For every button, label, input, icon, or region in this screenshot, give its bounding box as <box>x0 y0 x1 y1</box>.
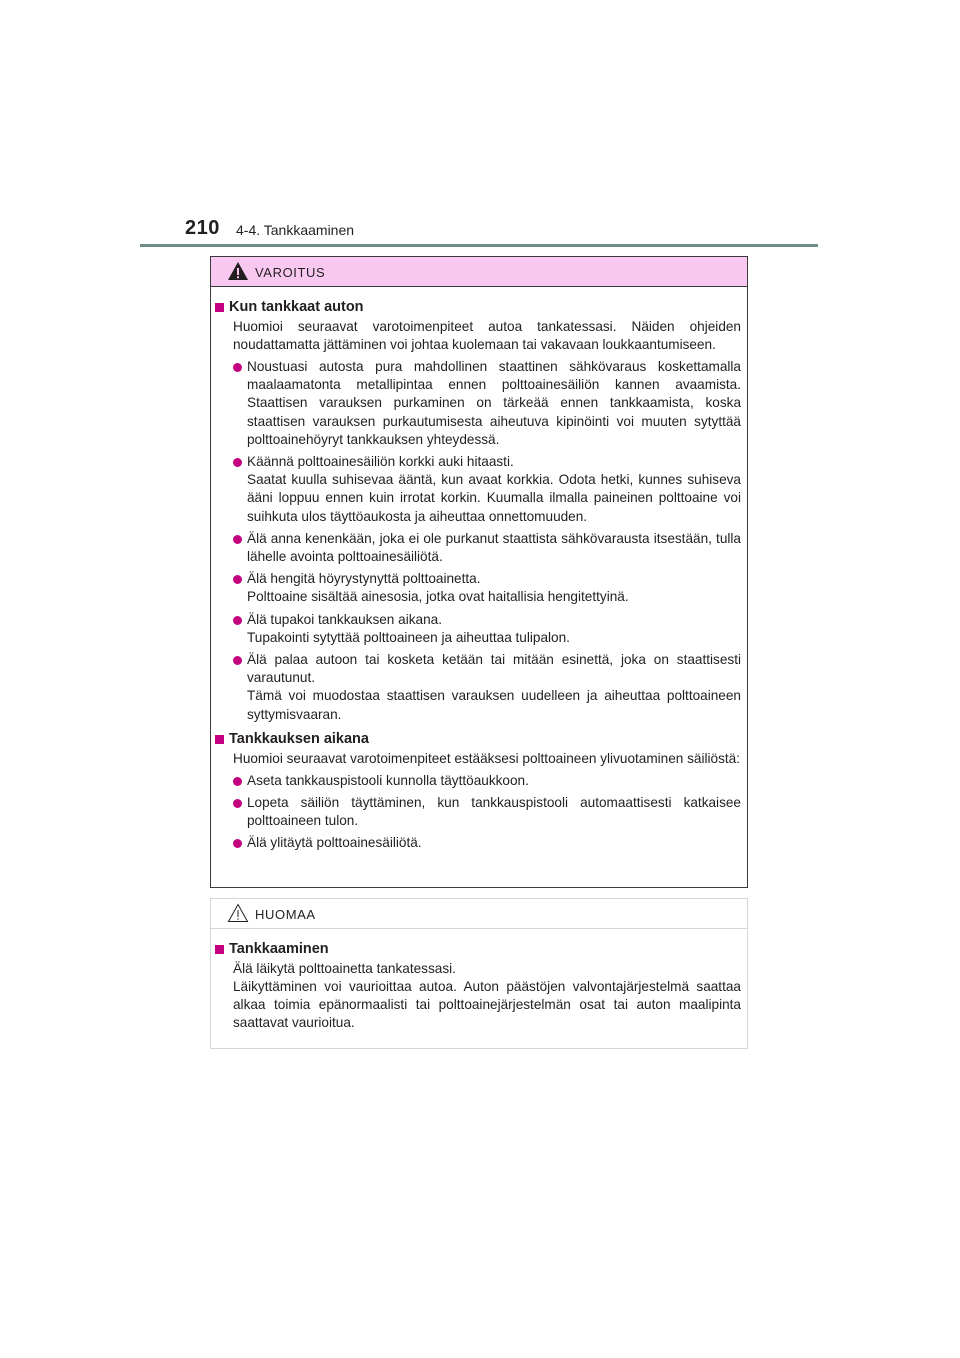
round-bullet-icon <box>233 458 242 467</box>
notice-line: Älä läikytä polttoainetta tankatessasi. <box>233 961 456 976</box>
section-intro: Huomioi seuraavat varotoimenpiteet estääksesi polttoaineen ylivuotaminen säiliöstä: <box>233 750 741 766</box>
bullet-text: Noustuasi autosta pura mahdollinen staattinen sähkövaraus koskettamalla maalaamatonta metallipintaa ennen polttoainesäiliön kannen avaamista. Staattisen varauksen purkaminen on tärkeää ennen tankkaamista, koska staattisen varauksen purkautumisesta aiheutuva kipinöinti voi muuten sytyttää polttoainehöyryt tankkauksen yhteydessä. <box>247 359 741 447</box>
list-item <box>215 570 741 606</box>
section-title: 4-4. Tankkaaminen <box>236 222 355 238</box>
round-bullet-icon <box>233 575 242 584</box>
round-bullet-icon <box>233 535 242 544</box>
round-bullet-icon <box>233 777 242 786</box>
square-bullet-icon <box>215 735 224 744</box>
list-item <box>215 772 741 790</box>
warning-body <box>211 287 747 853</box>
header-rule <box>140 244 818 247</box>
section-title-text: Tankkaaminen <box>229 941 329 957</box>
notice-body <box>211 929 747 1032</box>
section-title-text: Kun tankkaat auton <box>229 299 364 315</box>
section-heading <box>215 298 741 317</box>
bullet-text: Älä tupakoi tankkauksen aikana. <box>247 611 442 627</box>
list-item <box>215 530 741 566</box>
list-item <box>215 794 741 830</box>
list-item <box>215 358 741 449</box>
bullet-text: Aseta tankkauspistooli kunnolla täyttöaukkoon. <box>247 772 529 788</box>
round-bullet-icon <box>233 799 242 808</box>
round-bullet-icon <box>233 839 242 848</box>
caution-triangle-outline-icon <box>227 903 249 923</box>
section-heading <box>215 940 741 959</box>
bullet-text: Älä palaa autoon tai kosketa ketään tai mitään esinettä, joka on staattisesti varautunut. <box>247 652 741 686</box>
round-bullet-icon <box>233 616 242 625</box>
bullet-text: Älä anna kenenkään, joka ei ole purkanut staattista sähkövarausta itsestään, tulla lähelle avointa polttoainesäiliötä. <box>247 530 741 565</box>
section-title-text: Tankkauksen aikana <box>229 730 369 747</box>
warning-box <box>210 256 748 888</box>
bullet-detail: Polttoaine sisältää ainesosia, jotka ovat haitallisia hengitettyinä. <box>247 589 629 605</box>
bullet-detail: Tämä voi muodostaa staattisen varauksen uudelleen ja aiheuttaa polttoaineen syttymisvaaran. <box>247 688 741 722</box>
list-item <box>215 834 741 852</box>
list-item <box>215 453 741 526</box>
warning-label: VAROITUS <box>255 265 326 280</box>
bullet-detail: Tupakointi sytyttää polttoaineen ja aiheuttaa tulipalon. <box>247 629 570 645</box>
notice-header <box>211 899 747 929</box>
page-number: 210 <box>185 217 220 239</box>
bullet-text: Älä ylitäytä polttoainesäiliötä. <box>247 835 422 851</box>
notice-box <box>210 898 748 1049</box>
bullet-detail: Saatat kuulla suhisevaa ääntä, kun avaat korkkia. Odota hetki, kunnes suhiseva ääni loppuu ennen kuin irrotat korkin. Kuumalla ilmalla paineinen polttoaine voi suihkuta ulos täyttöaukosta ja aiheuttaa onnettomuuden. <box>247 472 741 524</box>
page-header <box>140 214 818 244</box>
list-item <box>215 611 741 647</box>
notice-label: HUOMAA <box>255 907 316 922</box>
square-bullet-icon <box>215 303 224 312</box>
bullet-text: Älä hengitä höyrystynyttä polttoainetta. <box>247 571 481 587</box>
notice-line: Läikyttäminen voi vaurioittaa autoa. Auton päästöjen valvontajärjestelmä saattaa alkaa toimia epänormaalisti tai polttoainejärjestelmän osat tai auton maalipinta saattavat vaurioitua. <box>233 979 741 1030</box>
bullet-text: Lopeta säiliön täyttäminen, kun tankkauspistooli automaattisesti katkaisee polttoaineen tulon. <box>247 795 741 829</box>
section-intro: Huomioi seuraavat varotoimenpiteet autoa tankatessasi. Näiden ohjeiden noudattamatta jättäminen voi johtaa kuolemaan tai vakavaan loukkaantumiseen. <box>233 319 741 352</box>
square-bullet-icon <box>215 945 224 954</box>
section-heading <box>215 730 741 749</box>
bullet-text: Käännä polttoainesäiliön korkki auki hitaasti. <box>247 454 514 470</box>
warning-header <box>211 257 747 287</box>
list-item <box>215 651 741 724</box>
round-bullet-icon <box>233 363 242 372</box>
warning-triangle-icon <box>227 261 249 281</box>
round-bullet-icon <box>233 656 242 665</box>
